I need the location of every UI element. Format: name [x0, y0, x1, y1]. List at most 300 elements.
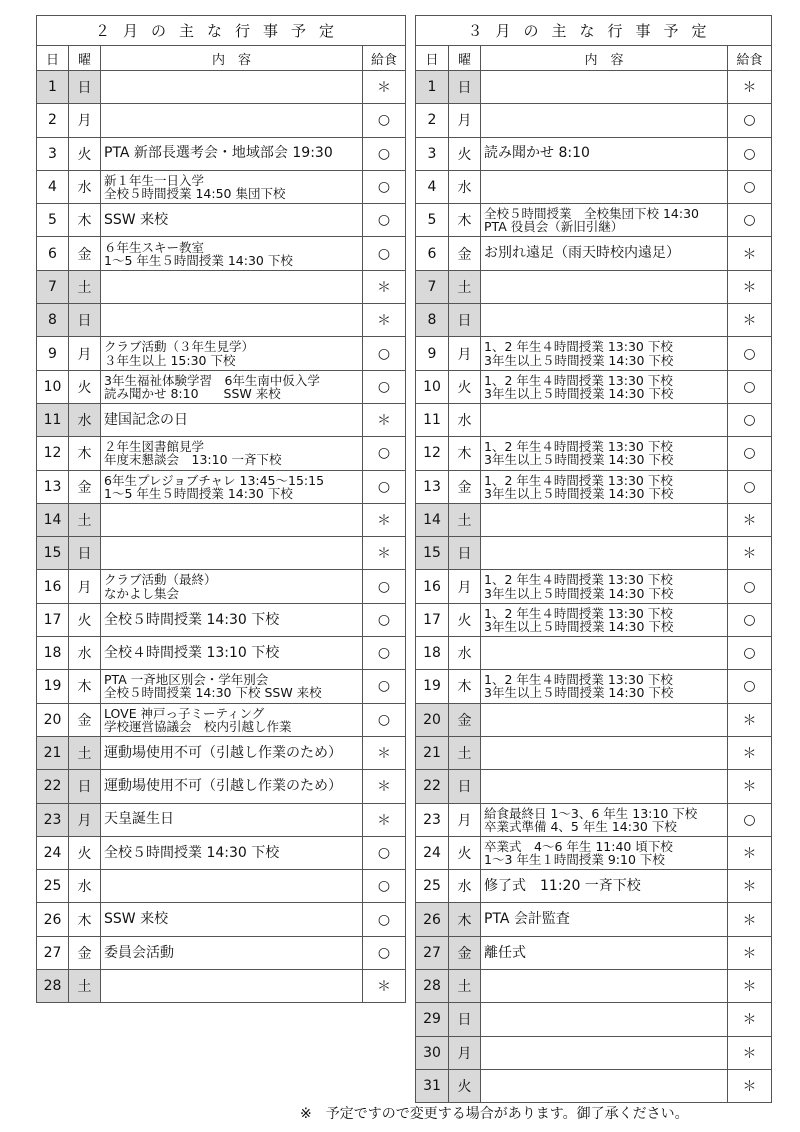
- content-cell: [481, 970, 728, 1003]
- content-cell: [101, 137, 363, 170]
- weekday-cell: 日: [69, 770, 101, 803]
- meal-cell: ＊: [728, 936, 772, 969]
- day-cell: 19: [416, 670, 449, 703]
- day-cell: 28: [37, 970, 69, 1003]
- table-row: [416, 370, 772, 403]
- content-line: お別れ遠足（雨天時校内遠足）: [484, 245, 680, 262]
- content-line: LOVE 神戸っ子ミーティング: [104, 705, 265, 721]
- weekday-cell: 金: [449, 237, 481, 270]
- weekday-cell: 木: [69, 437, 101, 470]
- content-line: クラブ活動（３年生見学）: [104, 339, 255, 355]
- weekday-cell: 火: [69, 836, 101, 869]
- content-cell: [101, 71, 363, 104]
- weekday-cell: 水: [449, 637, 481, 670]
- content-cell: [101, 870, 363, 903]
- content-cell: [101, 304, 363, 337]
- table-row: [37, 104, 406, 137]
- content-line: 3年生以上５時間授業 14:30 下校: [484, 485, 674, 501]
- content-cell: [481, 1069, 728, 1102]
- table-row: [416, 403, 772, 436]
- weekday-cell: 金: [449, 470, 481, 503]
- day-cell: 11: [416, 403, 449, 436]
- meal-cell: ○: [363, 870, 406, 903]
- content-line: 卒業式 4～6 年生 11:40 頃下校: [484, 838, 673, 854]
- content-cell: [101, 470, 363, 503]
- table-row: [416, 337, 772, 370]
- day-cell: 5: [37, 204, 69, 237]
- weekday-cell: 金: [69, 936, 101, 969]
- weekday-cell: 水: [449, 870, 481, 903]
- content-line: 3年生以上５時間授業 14:30 下校: [484, 385, 674, 401]
- table-row: [37, 870, 406, 903]
- content-line: 1、2 年生４時間授業 13:30 下校: [484, 472, 673, 488]
- meal-cell: ＊: [728, 903, 772, 936]
- weekday-cell: 水: [69, 637, 101, 670]
- content-line: 卒業式準備 4、5 年生 14:30 下校: [484, 818, 677, 834]
- day-cell: 9: [37, 337, 69, 370]
- day-cell: 29: [416, 1003, 449, 1036]
- content-cell: [481, 770, 728, 803]
- meal-cell: ○: [728, 437, 772, 470]
- content-cell: [481, 204, 728, 237]
- day-cell: 16: [37, 570, 69, 603]
- table-row: [416, 670, 772, 703]
- content-line: 1、2 年生４時間授業 13:30 下校: [484, 339, 673, 355]
- meal-cell: ＊: [363, 403, 406, 436]
- content-cell: [101, 736, 363, 769]
- day-cell: 6: [416, 237, 449, 270]
- content-line: 3年生以上５時間授業 14:30 下校: [484, 352, 674, 368]
- weekday-cell: 木: [69, 670, 101, 703]
- table-row: [37, 370, 406, 403]
- meal-cell: ＊: [728, 270, 772, 303]
- content-cell: [101, 437, 363, 470]
- meal-cell: ＊: [363, 537, 406, 570]
- table-row: [416, 970, 772, 1003]
- day-cell: 3: [37, 137, 69, 170]
- meal-cell: ○: [363, 170, 406, 203]
- table-row: [37, 736, 406, 769]
- day-cell: 26: [416, 903, 449, 936]
- day-cell: 17: [37, 603, 69, 636]
- content-cell: [481, 537, 728, 570]
- content-cell: [481, 637, 728, 670]
- content-cell: [101, 803, 363, 836]
- weekday-cell: 日: [449, 770, 481, 803]
- content-line: 全校５時間授業 14:30 下校: [104, 611, 280, 628]
- table-row: [416, 570, 772, 603]
- weekday-cell: 月: [69, 104, 101, 137]
- day-cell: 24: [37, 836, 69, 869]
- meal-cell: ＊: [728, 537, 772, 570]
- day-cell: 28: [416, 970, 449, 1003]
- day-cell: 22: [416, 770, 449, 803]
- day-cell: 23: [416, 803, 449, 836]
- day-cell: 11: [37, 403, 69, 436]
- content-line: 修了式 11:20 一斉下校: [484, 877, 641, 894]
- table-row: [416, 71, 772, 104]
- content-cell: [481, 270, 728, 303]
- meal-cell: ＊: [728, 970, 772, 1003]
- day-cell: 13: [37, 470, 69, 503]
- table-row: [37, 403, 406, 436]
- table-row: [37, 703, 406, 736]
- day-cell: 21: [416, 736, 449, 769]
- content-line: 新１年生一日入学: [104, 172, 205, 188]
- header-day: 日: [37, 46, 69, 71]
- content-line: 離任式: [484, 944, 526, 961]
- meal-cell: ＊: [363, 270, 406, 303]
- header-day: 日: [416, 46, 449, 71]
- meal-cell: ＊: [728, 703, 772, 736]
- content-line: 3年生福祉体験学習 6年生南中仮入学: [104, 372, 320, 388]
- day-cell: 7: [37, 270, 69, 303]
- content-line: 6年生プレジョブチャレ 13:45～15:15: [104, 472, 325, 488]
- weekday-cell: 月: [69, 803, 101, 836]
- day-cell: 19: [37, 670, 69, 703]
- content-cell: [481, 936, 728, 969]
- content-cell: [101, 237, 363, 270]
- weekday-cell: 金: [69, 703, 101, 736]
- weekday-cell: 水: [69, 170, 101, 203]
- content-cell: [101, 670, 363, 703]
- meal-cell: ○: [363, 570, 406, 603]
- header-content: 内 容: [481, 46, 728, 71]
- content-cell: [481, 437, 728, 470]
- day-cell: 17: [416, 603, 449, 636]
- weekday-cell: 水: [69, 870, 101, 903]
- content-line: 3年生以上５時間授業 14:30 下校: [484, 685, 674, 701]
- weekday-cell: 木: [449, 437, 481, 470]
- weekday-cell: 水: [449, 170, 481, 203]
- weekday-cell: 月: [449, 104, 481, 137]
- table-row: [37, 770, 406, 803]
- day-cell: 18: [416, 637, 449, 670]
- meal-cell: ○: [363, 437, 406, 470]
- day-cell: 22: [37, 770, 69, 803]
- day-cell: 9: [416, 337, 449, 370]
- day-cell: 25: [416, 870, 449, 903]
- content-line: 読み聞かせ 8:10: [484, 145, 590, 162]
- day-cell: 27: [416, 936, 449, 969]
- table-row: [416, 470, 772, 503]
- content-line: 読み聞かせ 8:10 SSW 来校: [104, 385, 281, 401]
- content-line: ３年生以上 15:30 下校: [104, 352, 236, 368]
- table-row: [416, 870, 772, 903]
- meal-cell: ＊: [728, 1069, 772, 1102]
- day-cell: 21: [37, 736, 69, 769]
- table-row: [37, 903, 406, 936]
- weekday-cell: 日: [69, 304, 101, 337]
- weekday-cell: 木: [69, 204, 101, 237]
- table-row: [37, 204, 406, 237]
- meal-cell: ＊: [728, 736, 772, 769]
- meal-cell: ○: [728, 670, 772, 703]
- content-cell: [481, 403, 728, 436]
- meal-cell: ○: [363, 836, 406, 869]
- meal-cell: ＊: [728, 1003, 772, 1036]
- weekday-cell: 日: [69, 537, 101, 570]
- content-cell: [101, 770, 363, 803]
- weekday-cell: 土: [69, 503, 101, 536]
- day-cell: 26: [37, 903, 69, 936]
- weekday-cell: 土: [69, 736, 101, 769]
- meal-cell: ＊: [363, 71, 406, 104]
- content-line: 1、2 年生４時間授業 13:30 下校: [484, 672, 673, 688]
- content-cell: [481, 370, 728, 403]
- content-line: 学校運営協議会 校内引越し作業: [104, 718, 292, 734]
- weekday-cell: 金: [449, 936, 481, 969]
- weekday-cell: 木: [69, 903, 101, 936]
- table-row: [37, 603, 406, 636]
- weekday-cell: 土: [449, 503, 481, 536]
- content-cell: [101, 970, 363, 1003]
- content-cell: [481, 703, 728, 736]
- day-cell: 5: [416, 204, 449, 237]
- meal-cell: ＊: [363, 304, 406, 337]
- meal-cell: ＊: [363, 770, 406, 803]
- day-cell: 25: [37, 870, 69, 903]
- meal-cell: ○: [728, 137, 772, 170]
- content-cell: [481, 137, 728, 170]
- day-cell: 4: [416, 170, 449, 203]
- meal-cell: ＊: [728, 237, 772, 270]
- content-cell: [481, 603, 728, 636]
- table-row: [37, 470, 406, 503]
- table-row: [37, 270, 406, 303]
- content-cell: [481, 71, 728, 104]
- day-cell: 8: [416, 304, 449, 337]
- table-row: [416, 1069, 772, 1102]
- day-cell: 23: [37, 803, 69, 836]
- table-row: [416, 437, 772, 470]
- table-row: [416, 603, 772, 636]
- content-line: クラブ活動（最終）: [104, 572, 217, 588]
- content-cell: [101, 337, 363, 370]
- content-line: SSW 来校: [104, 911, 169, 928]
- weekday-cell: 水: [69, 403, 101, 436]
- day-cell: 10: [416, 370, 449, 403]
- title-row: [416, 16, 772, 46]
- content-cell: [481, 670, 728, 703]
- february-schedule-table: [36, 15, 406, 1003]
- day-cell: 14: [416, 503, 449, 536]
- content-line: 3年生以上５時間授業 14:30 下校: [484, 452, 674, 468]
- content-cell: [481, 304, 728, 337]
- weekday-cell: 日: [449, 537, 481, 570]
- table-row: [37, 670, 406, 703]
- day-cell: 20: [37, 703, 69, 736]
- content-line: 委員会活動: [104, 944, 174, 961]
- content-cell: [481, 1003, 728, 1036]
- day-cell: 13: [416, 470, 449, 503]
- weekday-cell: 火: [449, 370, 481, 403]
- table-row: [37, 304, 406, 337]
- meal-cell: ○: [728, 370, 772, 403]
- content-line: PTA 役員会（新旧引継）: [484, 219, 624, 235]
- table-row: [416, 803, 772, 836]
- content-cell: [481, 104, 728, 137]
- meal-cell: ＊: [728, 870, 772, 903]
- weekday-cell: 火: [449, 603, 481, 636]
- content-cell: [481, 736, 728, 769]
- meal-cell: ○: [728, 570, 772, 603]
- day-cell: 3: [416, 137, 449, 170]
- content-cell: [101, 570, 363, 603]
- march-schedule-table: [415, 15, 772, 1103]
- weekday-cell: 金: [69, 237, 101, 270]
- day-cell: 8: [37, 304, 69, 337]
- content-line: 全校５時間授業 14:50 集団下校: [104, 186, 286, 202]
- weekday-cell: 月: [69, 570, 101, 603]
- title-row: [37, 16, 406, 46]
- meal-cell: ○: [363, 237, 406, 270]
- table-row: [37, 537, 406, 570]
- table-row: [416, 736, 772, 769]
- table-row: [416, 936, 772, 969]
- content-line: 1～5 年生５時間授業 14:30 下校: [104, 252, 293, 268]
- day-cell: 2: [416, 104, 449, 137]
- weekday-cell: 火: [69, 603, 101, 636]
- table-row: [37, 970, 406, 1003]
- day-cell: 15: [37, 537, 69, 570]
- day-cell: 15: [416, 537, 449, 570]
- table-row: [37, 836, 406, 869]
- content-cell: [101, 537, 363, 570]
- content-line: PTA 新部長選考会・地域部会 19:30: [104, 145, 333, 162]
- weekday-cell: 水: [449, 403, 481, 436]
- content-cell: [101, 204, 363, 237]
- day-cell: 1: [37, 71, 69, 104]
- day-cell: 20: [416, 703, 449, 736]
- meal-cell: ○: [728, 170, 772, 203]
- meal-cell: ＊: [363, 803, 406, 836]
- meal-cell: ＊: [728, 836, 772, 869]
- meal-cell: ＊: [728, 71, 772, 104]
- content-line: 1、2 年生４時間授業 13:30 下校: [484, 372, 673, 388]
- content-line: 天皇誕生日: [104, 811, 174, 828]
- content-line: 運動場使用不可（引越し作業のため）: [104, 744, 342, 761]
- meal-cell: ○: [728, 403, 772, 436]
- day-cell: 30: [416, 1036, 449, 1069]
- content-cell: [101, 703, 363, 736]
- header-row: [416, 46, 772, 71]
- content-line: 1、2 年生４時間授業 13:30 下校: [484, 605, 673, 621]
- weekday-cell: 月: [449, 803, 481, 836]
- meal-cell: ○: [728, 470, 772, 503]
- day-cell: 2: [37, 104, 69, 137]
- day-cell: 6: [37, 237, 69, 270]
- meal-cell: ○: [728, 204, 772, 237]
- table-row: [416, 770, 772, 803]
- meal-cell: ＊: [728, 304, 772, 337]
- table-row: [37, 936, 406, 969]
- content-cell: [101, 903, 363, 936]
- table-row: [416, 1003, 772, 1036]
- meal-cell: ○: [728, 803, 772, 836]
- meal-cell: ＊: [363, 736, 406, 769]
- weekday-cell: 火: [449, 1069, 481, 1102]
- day-cell: 4: [37, 170, 69, 203]
- content-cell: [481, 237, 728, 270]
- weekday-cell: 火: [69, 137, 101, 170]
- content-line: ６年生スキー教室: [104, 239, 205, 255]
- day-cell: 18: [37, 637, 69, 670]
- day-cell: 10: [37, 370, 69, 403]
- table-row: [416, 270, 772, 303]
- content-line: 建国記念の日: [104, 411, 188, 428]
- header-weekday: 曜: [449, 46, 481, 71]
- table-row: [416, 104, 772, 137]
- meal-cell: ○: [363, 936, 406, 969]
- content-line: PTA 会計監査: [484, 911, 570, 928]
- table-row: [416, 170, 772, 203]
- day-cell: 7: [416, 270, 449, 303]
- table-row: [416, 836, 772, 869]
- weekday-cell: 日: [449, 71, 481, 104]
- weekday-cell: 木: [449, 670, 481, 703]
- header-row: [37, 46, 406, 71]
- content-line: 全校５時間授業 14:30 下校 SSW 来校: [104, 685, 322, 701]
- weekday-cell: 火: [449, 836, 481, 869]
- meal-cell: ＊: [363, 970, 406, 1003]
- table-row: [416, 703, 772, 736]
- table-row: [37, 337, 406, 370]
- content-cell: [101, 503, 363, 536]
- day-cell: 24: [416, 836, 449, 869]
- day-cell: 16: [416, 570, 449, 603]
- weekday-cell: 月: [449, 337, 481, 370]
- content-cell: [481, 170, 728, 203]
- table-row: [37, 637, 406, 670]
- meal-cell: ○: [363, 470, 406, 503]
- weekday-cell: 金: [69, 470, 101, 503]
- meal-cell: ○: [363, 370, 406, 403]
- meal-cell: ○: [363, 204, 406, 237]
- content-cell: [481, 570, 728, 603]
- table-row: [37, 570, 406, 603]
- table-row: [416, 537, 772, 570]
- day-cell: 27: [37, 936, 69, 969]
- content-line: 1、2 年生４時間授業 13:30 下校: [484, 572, 673, 588]
- content-line: 3年生以上５時間授業 14:30 下校: [484, 585, 674, 601]
- header-meal: 給食: [363, 46, 406, 71]
- meal-cell: ○: [363, 637, 406, 670]
- header-meal: 給食: [728, 46, 772, 71]
- table-row: [416, 204, 772, 237]
- content-cell: [481, 903, 728, 936]
- content-line: 運動場使用不可（引越し作業のため）: [104, 778, 342, 795]
- content-cell: [101, 370, 363, 403]
- table-row: [416, 137, 772, 170]
- table-row: [416, 304, 772, 337]
- weekday-cell: 土: [69, 270, 101, 303]
- content-line: PTA 一斉地区別会・学年別会: [104, 672, 269, 688]
- meal-cell: ○: [363, 603, 406, 636]
- content-line: ２年生図書館見学: [104, 439, 205, 455]
- weekday-cell: 月: [449, 570, 481, 603]
- content-line: なかよし集会: [104, 585, 180, 601]
- content-cell: [481, 470, 728, 503]
- meal-cell: ○: [363, 670, 406, 703]
- content-cell: [101, 170, 363, 203]
- content-cell: [101, 637, 363, 670]
- table-row: [37, 170, 406, 203]
- content-cell: [481, 870, 728, 903]
- content-cell: [481, 337, 728, 370]
- content-line: SSW 来校: [104, 211, 169, 228]
- content-line: 1、2 年生４時間授業 13:30 下校: [484, 439, 673, 455]
